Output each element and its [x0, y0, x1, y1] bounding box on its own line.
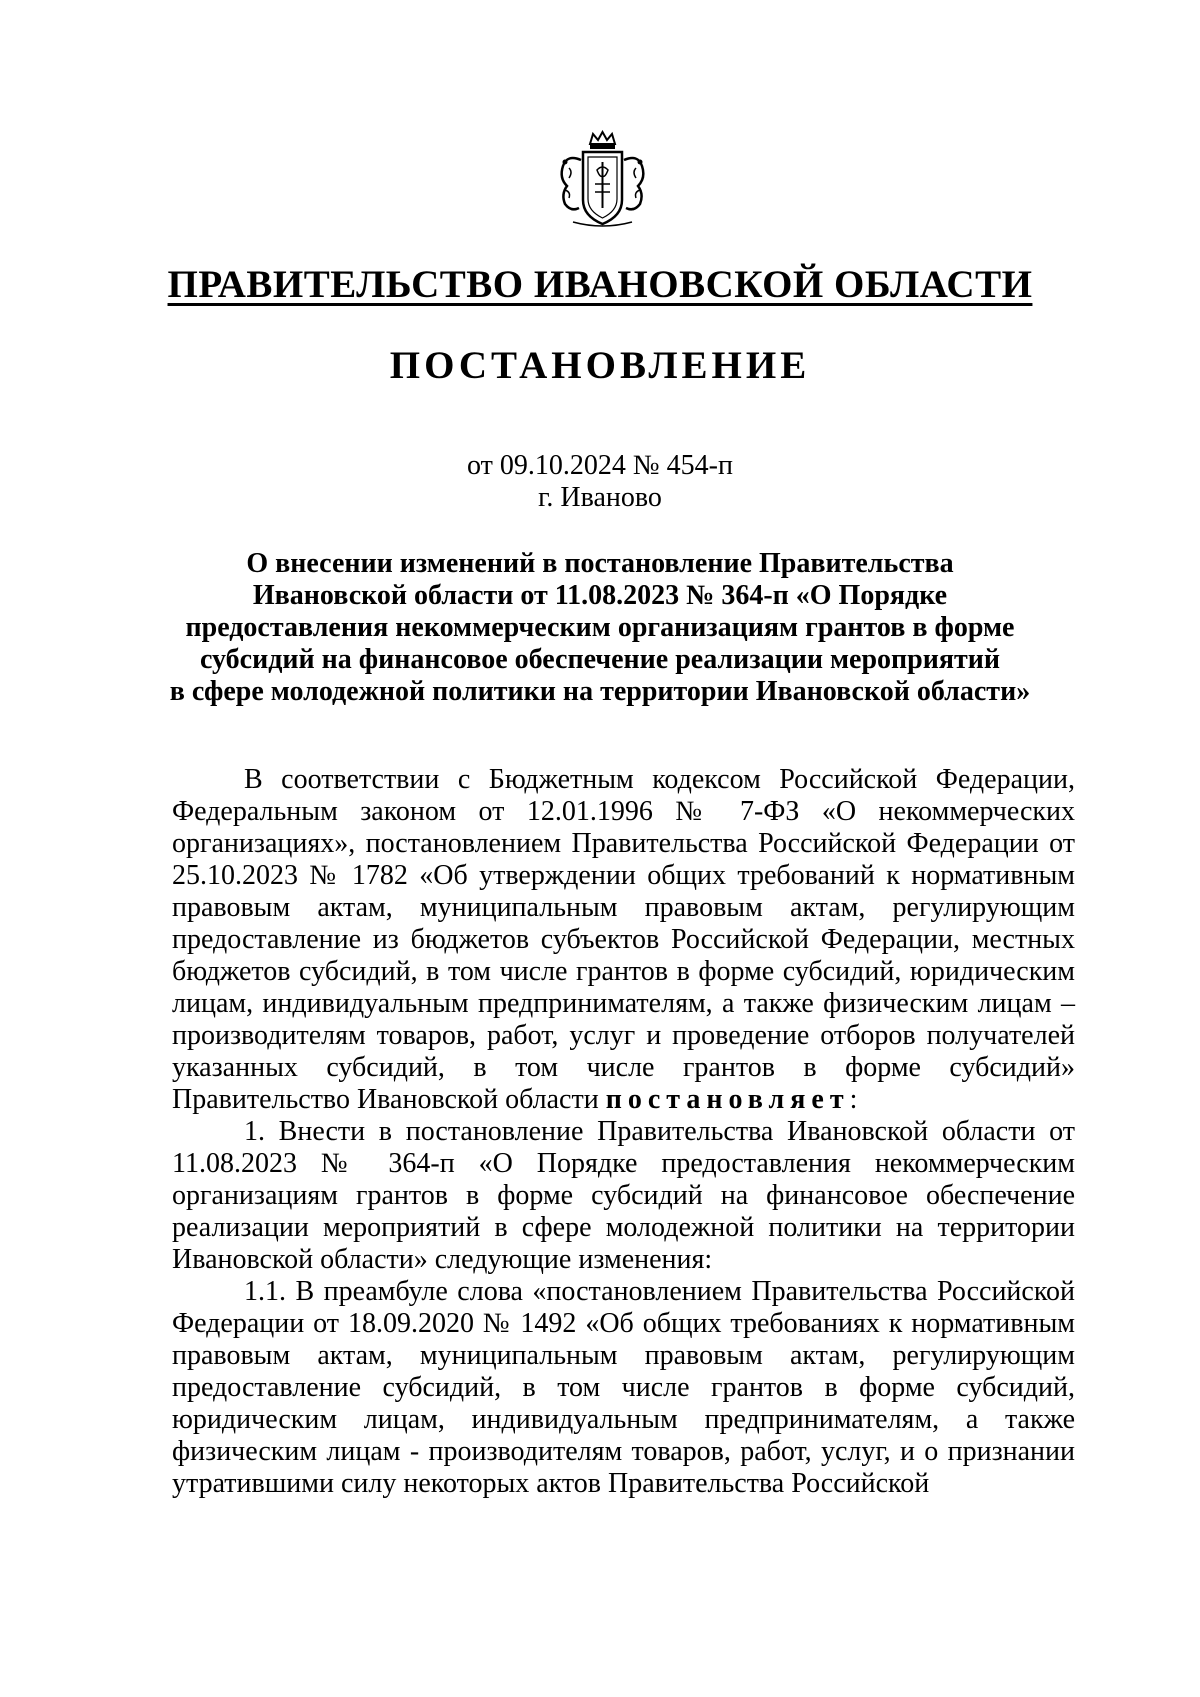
document-meta: [0, 450, 1200, 514]
coat-of-arms-icon: [555, 130, 650, 230]
subject-line: Ивановской области от 11.08.2023 № 364-п «О Порядке: [252, 580, 948, 611]
government-title: [0, 262, 1200, 307]
item-1-paragraph: 1. Внести в постановление Правительства Ивановской области от 11.08.2023 № 364-п «О Порядке предоставления некоммерческим организациям грантов в форме субсидий на финансовое обеспечение реализации мероприятий в сфере молодежной политики на территории Ивановской области» следующие изменения:: [172, 1116, 1075, 1275]
preamble-paragraph: [172, 764, 1075, 1116]
document-type: ПОСТАНОВЛЕНИЕ: [389, 344, 811, 387]
subject-line: в сфере молодежной политики на территории Ивановской области»: [169, 676, 1031, 707]
date-number: от 09.10.2024 № 454-п: [467, 450, 733, 481]
preamble-text: В соответствии с Бюджетным кодексом Российской Федерации, Федеральным законом от 12.01.1996 № 7-ФЗ «О некоммерческих организациях», постановлением Правительства Российской Федерации от 25.10.2023 № 1782 «Об утверждении общих требований к нормативным правовым актам, муниципальным правовым актам, регулирующим предоставление из бюджетов субъектов Российской Федерации, местных бюджетов субсидий, в том числе грантов в форме субсидий, юридическим лицам, индивидуальным предпринимателям, а также физическим лицам – производителям товаров, работ, услуг и проведение отборов получателей указанных субсидий, в том числе грантов в форме субсидий» Правительство Ивановской области: [172, 764, 1075, 1115]
city: г. Иваново: [538, 482, 662, 513]
subject-line: субсидий на финансовое обеспечение реализации мероприятий: [199, 644, 1001, 675]
resolves-word: постановляет: [605, 1084, 850, 1115]
item-1-1-paragraph: 1.1. В преамбуле слова «постановлением Правительства Российской Федерации от 18.09.2020 № 1492 «Об общих требованиях к нормативным правовым актам, муниципальным правовым актам, регулирующим предоставление субсидий, в том числе грантов в форме субсидий, юридическим лицам, индивидуальным предпринимателям, а также физическим лицам - производителям товаров, работ, услуг, и о признании утратившими силу некоторых актов Правительства Российской: [172, 1276, 1075, 1499]
subject-line: предоставления некоммерческим организациям грантов в форме: [185, 612, 1015, 643]
subject-line: О внесении изменений в постановление Правительства: [246, 548, 954, 579]
document-body: [172, 764, 1075, 1500]
resolves-colon: :: [849, 1084, 858, 1115]
government-title-text: ПРАВИТЕЛЬСТВО ИВАНОВСКОЙ ОБЛАСТИ: [167, 263, 1033, 306]
document-subject: [150, 548, 1050, 708]
